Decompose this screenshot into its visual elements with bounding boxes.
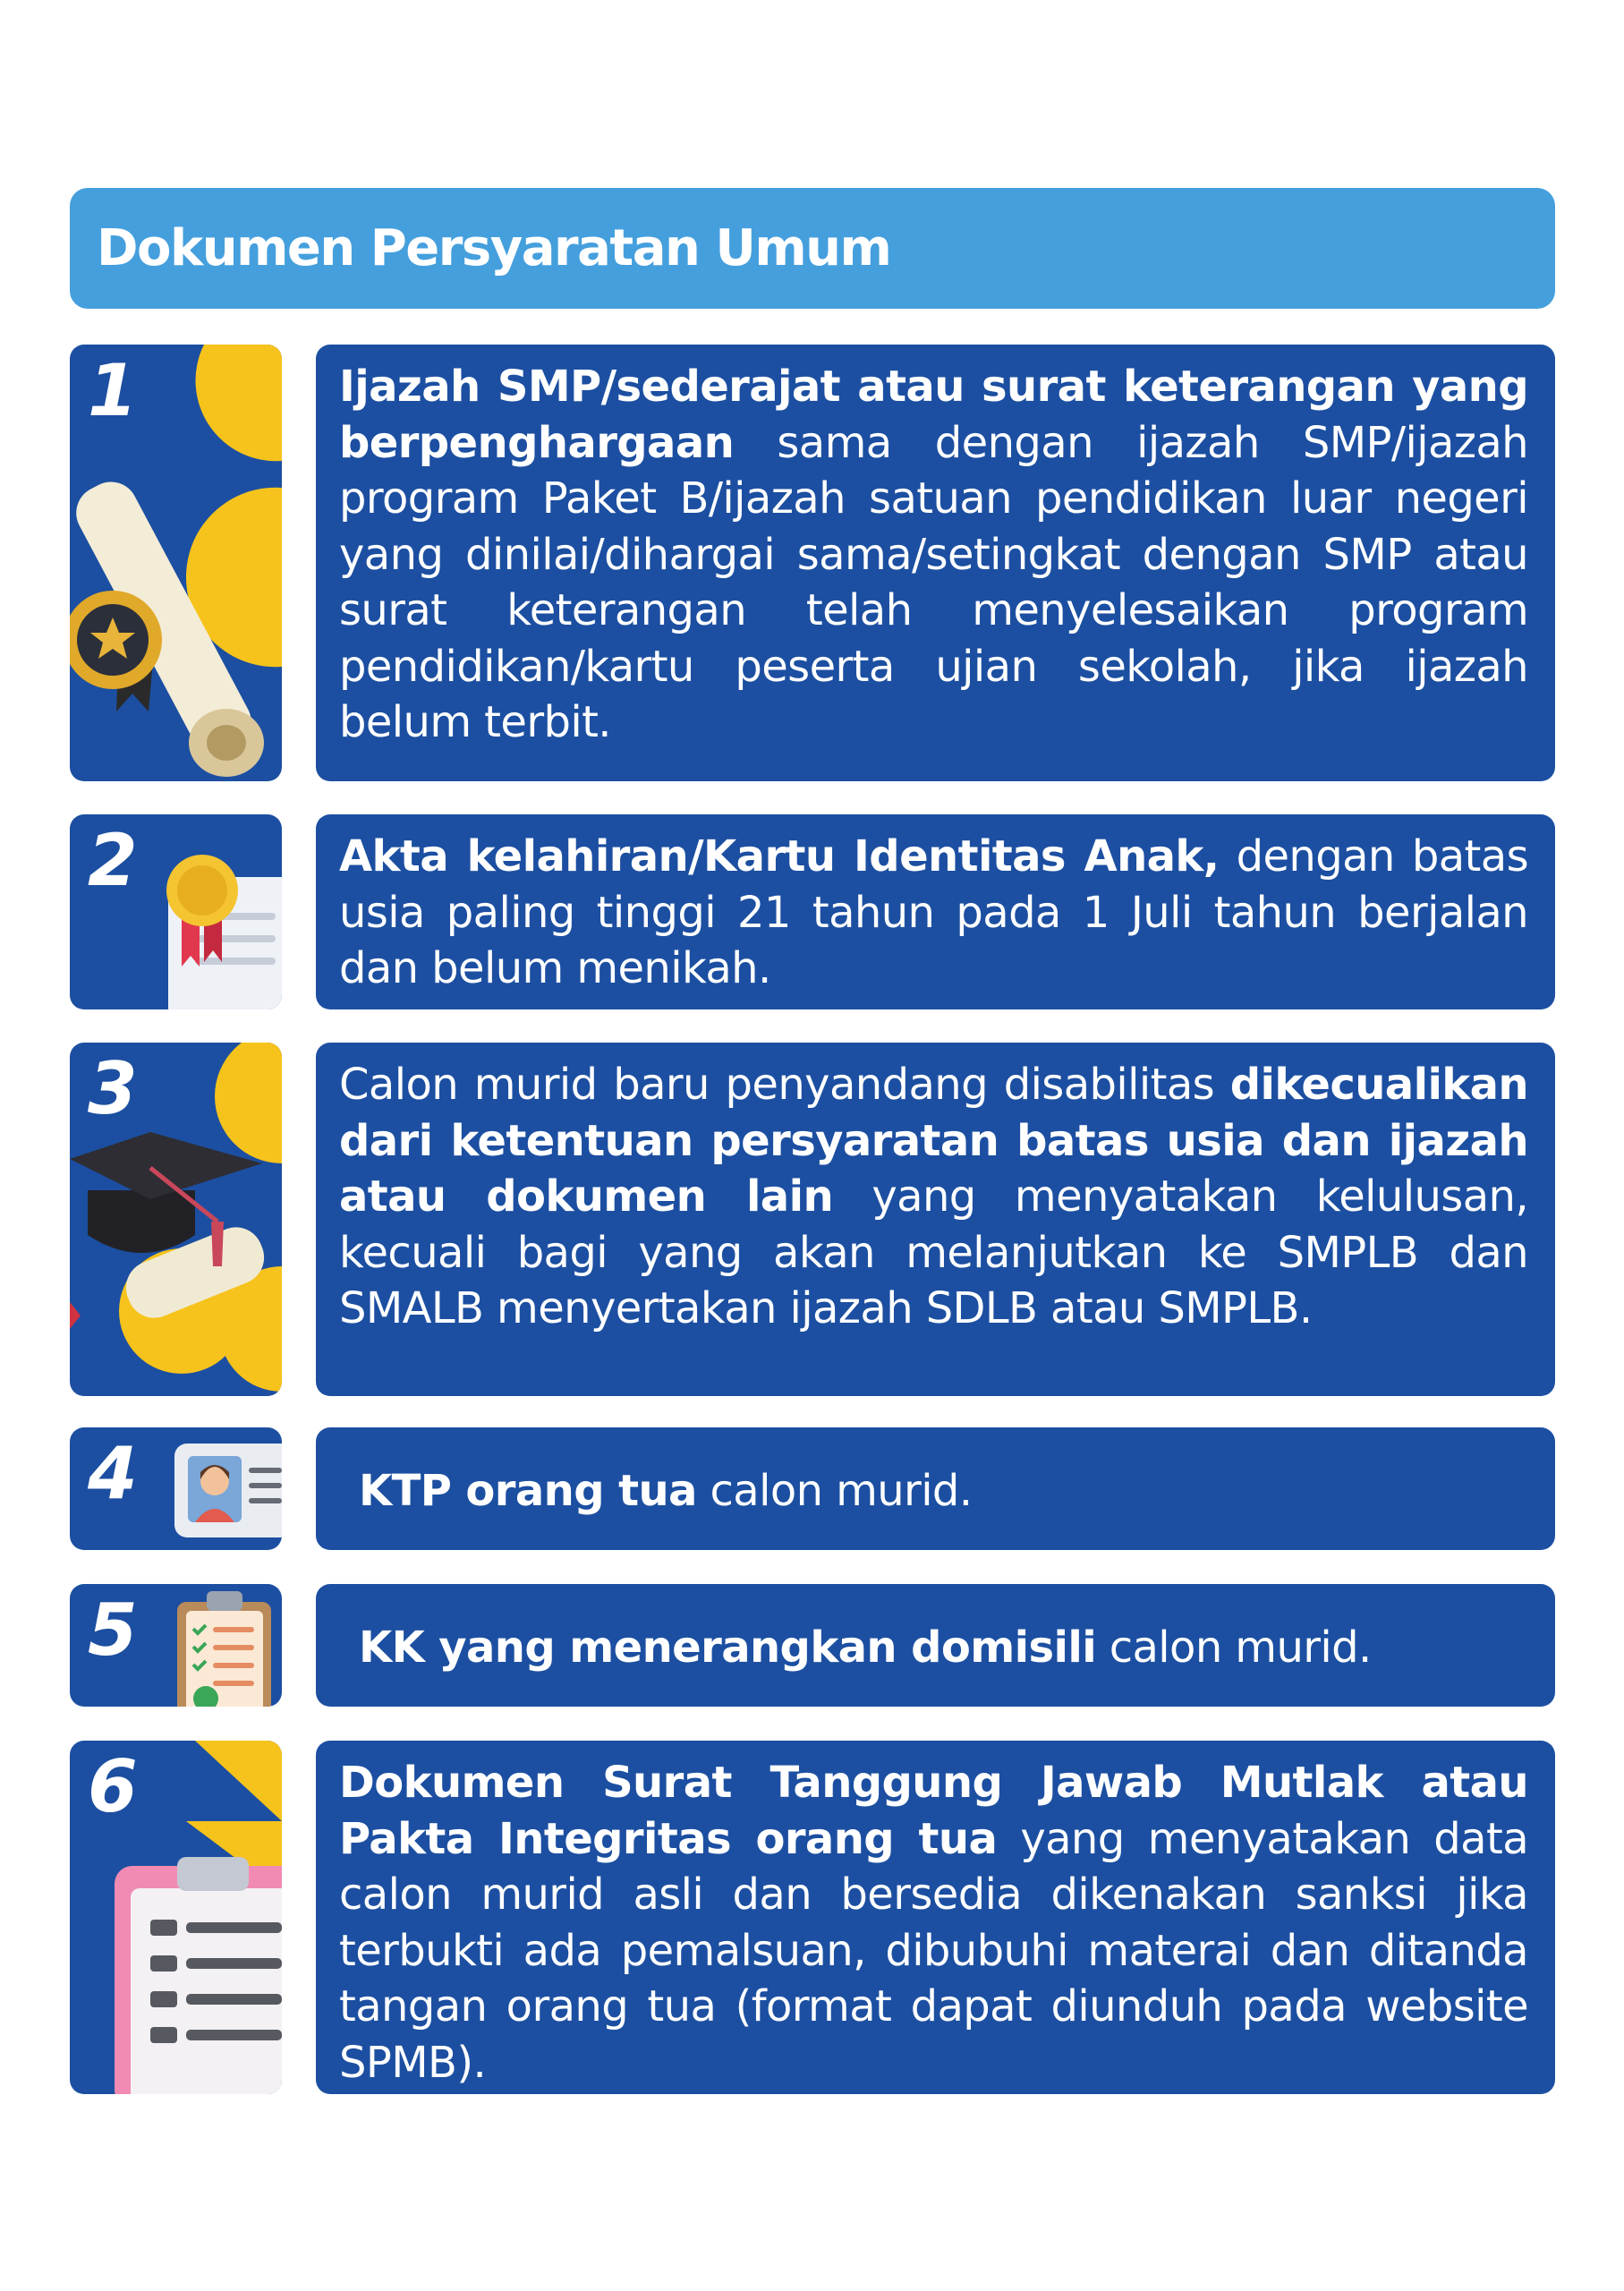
number-tile-4 — [70, 1427, 282, 1550]
requirement-text — [359, 1463, 972, 1520]
number-tile-5 — [70, 1584, 282, 1707]
requirement-body-text: yang menyatakan data calon murid asli dan bersedia dikenakan sanksi jika terbukti ada pemalsuan, dibubuhi materai dan ditanda tangan orang tua (format dapat diunduh pada website SPMB). — [339, 1813, 1529, 2088]
number-tile-1 — [70, 345, 282, 781]
item-number: 5 — [88, 1588, 138, 1672]
requirement-card-3 — [316, 1043, 1555, 1396]
section-title: Dokumen Persyaratan Umum — [97, 219, 891, 277]
requirement-bold-text: Ijazah SMP/sederajat atau surat keterangan yang berpenghargaan — [339, 362, 1528, 468]
requirement-body-text: dengan batas usia paling tinggi 21 tahun pada 1 Juli tahun berjalan dan belum menikah. — [339, 831, 1528, 993]
requirement-item-1 — [70, 345, 1555, 781]
requirement-item-5 — [70, 1584, 1555, 1707]
item-number: 1 — [88, 349, 138, 432]
requirement-item-2 — [70, 814, 1555, 1009]
number-tile-2 — [70, 814, 282, 1009]
requirement-intro-text: Calon murid baru penyandang disabilitas — [339, 1060, 1230, 1110]
number-tile-3 — [70, 1043, 282, 1396]
requirement-bold-text: KTP orang tua — [359, 1466, 697, 1517]
requirement-body-text: calon murid. — [1096, 1622, 1372, 1674]
requirement-text — [339, 359, 1528, 751]
requirement-item-3 — [70, 1043, 1555, 1396]
requirement-card-2 — [316, 814, 1555, 1009]
number-tile-6 — [70, 1741, 282, 2094]
requirement-bold-text: Dokumen Surat Tanggung Jawab Mutlak atau Pakta Integritas orang tua — [339, 1758, 1528, 1864]
requirement-body-text: yang menyatakan kelulusan, kecuali bagi yang akan melanjutkan ke SMPLB dan SMALB menyertakan ijazah SDLB atau SMPLB. — [339, 1171, 1528, 1333]
item-number: 3 — [88, 1047, 138, 1130]
requirement-bold-text: Akta kelahiran/Kartu Identitas Anak, — [339, 831, 1220, 881]
requirement-text — [339, 829, 1528, 997]
requirement-card-4 — [316, 1427, 1555, 1550]
item-number: 4 — [88, 1432, 138, 1515]
requirement-body-text: sama dengan ijazah SMP/ijazah program Paket B/ijazah satuan pendidikan luar negeri yang dinilai/dihargai sama/setingkat dengan SMP atau surat keterangan telah menyelesaikan program pendidikan/kartu peserta ujian sekolah, jika ijazah belum terbit. — [339, 417, 1528, 747]
requirement-text — [339, 1057, 1528, 1337]
requirement-item-6 — [70, 1741, 1555, 2094]
requirement-card-6 — [316, 1741, 1555, 2094]
requirement-card-1 — [316, 345, 1555, 781]
requirement-text — [359, 1620, 1372, 1676]
item-number: 2 — [88, 819, 138, 902]
item-number: 6 — [88, 1745, 138, 1828]
requirement-card-5 — [316, 1584, 1555, 1707]
section-header — [70, 188, 1555, 309]
requirement-text — [339, 1755, 1528, 2091]
requirement-bold-text: KK yang menerangkan domisili — [359, 1622, 1097, 1674]
requirement-item-4 — [70, 1427, 1555, 1550]
requirement-body-text: calon murid. — [696, 1466, 973, 1517]
requirement-bold-text: dikecualikan dari ketentuan persyaratan batas usia dan ijazah atau dokumen lain — [339, 1060, 1528, 1222]
